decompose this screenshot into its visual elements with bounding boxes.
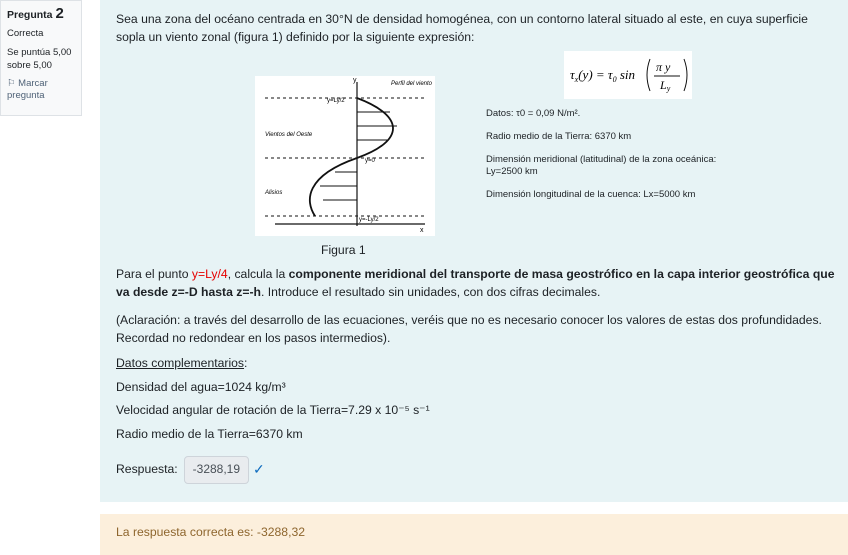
svg-text:τx(y) = τ0 sin: $\tau_x(y) = \tau_0$ sin (570, 67, 635, 84)
question-number: Pregunta 2 (7, 5, 64, 22)
dato-tau: Datos: τ0 = 0,09 N/m². (486, 108, 581, 119)
density-text: Densidad del agua=1024 kg/m³ (116, 379, 286, 394)
svg-text:Perfil del viento: Perfil del viento (391, 81, 433, 87)
radius-text: Radio medio de la Tierra=6370 km (116, 426, 303, 441)
answer-row (116, 456, 265, 484)
question-intro: Sea una zona del océano centrada en 30°N de densidad homogénea, con un contorno lateral situado al este, en cuya superficie sopla un viento zonal (figura 1) definido por la siguiente expresión: (116, 12, 808, 44)
question-body (116, 266, 844, 447)
svg-text:y=-Ly/2: y=-Ly/2 (359, 217, 379, 223)
task-text: Para el punto y=Ly/4, calcula la componente meridional del transporte de masa geostrófico en la capa interior geostrófica que va desde z=-D hasta z=-h. Introduce el resultado sin unidades, con dos cifras decimales. (116, 267, 835, 299)
wind-profile-figure (255, 76, 435, 236)
formula-image (564, 51, 692, 99)
dato-radius: Radio medio de la Tierra: 6370 km (486, 131, 632, 142)
svg-text:y: y (353, 77, 357, 84)
flag-icon: ⚐ (7, 78, 16, 89)
svg-text:y=Ly/2: y=Ly/2 (327, 98, 345, 104)
svg-text:y=0: y=0 (365, 158, 375, 164)
svg-text:x: x (420, 227, 424, 234)
datos-list (486, 108, 716, 212)
correct-answer-feedback: La respuesta correcta es: -3288,32 (100, 514, 848, 555)
formula-render (564, 51, 692, 99)
question-content (100, 0, 848, 502)
svg-text:Ly: Ly (660, 78, 671, 93)
dato-ly: Ly=2500 km (486, 166, 538, 177)
svg-text:Alisios: Alisios (265, 190, 283, 196)
figure-area (255, 48, 835, 263)
omega-text: Velocidad angular de rotación de la Tierra=7.29 x 10⁻⁵ s⁻¹ (116, 403, 430, 417)
question-grade: Se puntúa 5,00 sobre 5,00 (7, 47, 72, 71)
figure-caption: Figura 1 (321, 243, 366, 257)
svg-text:Vientos del Oeste: Vientos del Oeste (265, 132, 313, 138)
complementary-title: Datos complementarios: (116, 356, 248, 370)
check-icon: ✓ (253, 461, 265, 477)
answer-label: Respuesta: (116, 462, 178, 476)
svg-text:π y: π y (656, 60, 671, 74)
answer-input[interactable]: -3288,19 (184, 456, 249, 484)
dato-lx: Dimensión longitudinal de la cuenca: Lx=5000 km (486, 189, 696, 200)
clarification-text: (Aclaración: a través del desarrollo de las ecuaciones, veréis que no es necesario conocer los valores de estas dos profundidades. Recordad no redondear en los pasos intermedios). (116, 313, 822, 345)
question-state: Correcta (7, 28, 44, 39)
dato-meridional: Dimensión meridional (latitudinal) de la zona oceánica: (486, 154, 717, 165)
question-info-panel (0, 0, 82, 116)
wind-profile-diagram (255, 76, 435, 236)
flag-question-link[interactable]: ⚐ Marcar pregunta (7, 78, 48, 101)
